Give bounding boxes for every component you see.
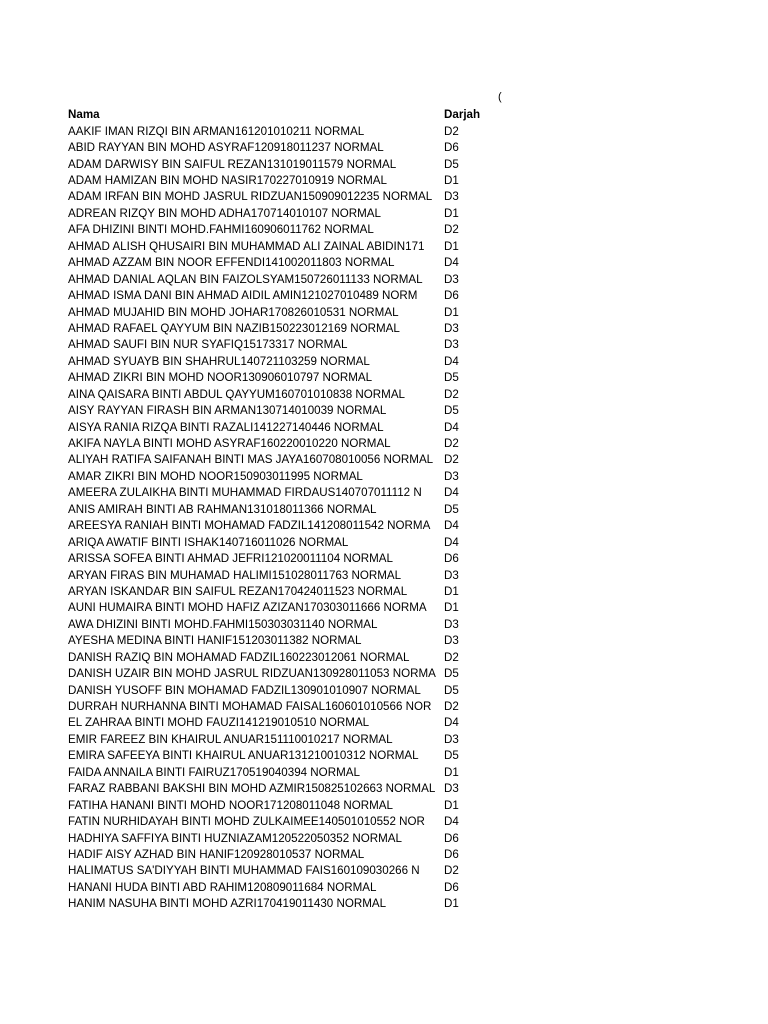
cell-grade: D1 bbox=[444, 584, 459, 598]
table-header bbox=[68, 106, 498, 123]
cell-name: AFA DHIZINI BINTI MOHD.FAHMI160906011762 NORMAL bbox=[68, 223, 374, 237]
cell-name: DURRAH NURHANNA BINTI MOHAMAD FAISAL160601010566 NOR bbox=[68, 700, 432, 714]
cell-name: AKIFA NAYLA BINTI MOHD ASYRAF160220010220 NORMAL bbox=[68, 437, 391, 451]
table-row bbox=[68, 863, 498, 879]
cell-grade: D5 bbox=[444, 749, 459, 763]
cell-grade: D3 bbox=[444, 782, 459, 796]
cell-name: AHMAD MUJAHID BIN MOHD JOHAR170826010531 NORMAL bbox=[68, 305, 399, 319]
cell-grade: D5 bbox=[444, 371, 459, 385]
student-table bbox=[68, 106, 498, 912]
cell-grade: D4 bbox=[444, 519, 459, 533]
table-row bbox=[68, 748, 498, 764]
cell-grade: D4 bbox=[444, 354, 459, 368]
cell-grade: D2 bbox=[444, 387, 459, 401]
cell-grade: D2 bbox=[444, 124, 459, 138]
table-row bbox=[68, 583, 498, 599]
table-row bbox=[68, 518, 498, 534]
cell-name: AINA QAISARA BINTI ABDUL QAYYUM160701010838 NORMAL bbox=[68, 387, 406, 401]
cell-grade: D6 bbox=[444, 831, 459, 845]
table-row bbox=[68, 353, 498, 369]
table-row bbox=[68, 320, 498, 336]
cell-name: ARIQA AWATIF BINTI ISHAK140716011026 NORMAL bbox=[68, 535, 349, 549]
cell-name: FATIN NURHIDAYAH BINTI MOHD ZULKAIMEE140501010552 NOR bbox=[68, 815, 425, 829]
cell-name: AISYA RANIA RIZQA BINTI RAZALI141227140446 NORMAL bbox=[68, 420, 384, 434]
cell-name: FAIDA ANNAILA BINTI FAIRUZ170519040394 NORMAL bbox=[68, 765, 360, 779]
cell-name: AHMAD RAFAEL QAYYUM BIN NAZIB150223012169 NORMAL bbox=[68, 321, 400, 335]
cell-grade: D1 bbox=[444, 765, 459, 779]
cell-grade: D3 bbox=[444, 732, 459, 746]
cell-grade: D4 bbox=[444, 716, 459, 730]
cell-name: ADREAN RIZQY BIN MOHD ADHA170714010107 NORMAL bbox=[68, 206, 381, 220]
cell-grade: D1 bbox=[444, 601, 459, 615]
table-row bbox=[68, 764, 498, 780]
cell-name: AHMAD SAUFI BIN NUR SYAFIQ15173317 NORMAL bbox=[68, 338, 348, 352]
table-row bbox=[68, 797, 498, 813]
table-row bbox=[68, 189, 498, 205]
cell-name: HANIM NASUHA BINTI MOHD AZRI170419011430 NORMAL bbox=[68, 897, 387, 911]
cell-name: ADAM HAMIZAN BIN MOHD NASIR170227010919 NORMAL bbox=[68, 174, 387, 188]
cell-name: EL ZAHRAA BINTI MOHD FAUZI141219010510 NORMAL bbox=[68, 716, 370, 730]
table-row bbox=[68, 649, 498, 665]
cell-name: AAKIF IMAN RIZQI BIN ARMAN161201010211 NORMAL bbox=[68, 124, 365, 138]
cell-grade: D4 bbox=[444, 815, 459, 829]
cell-grade: D3 bbox=[444, 190, 459, 204]
table-row bbox=[68, 715, 498, 731]
cell-name: AYESHA MEDINA BINTI HANIF151203011382 NORMAL bbox=[68, 634, 362, 648]
table-row bbox=[68, 304, 498, 320]
cell-name: DANISH UZAIR BIN MOHD JASRUL RIDZUAN130928011053 NORMA bbox=[68, 667, 436, 681]
table-row bbox=[68, 205, 498, 221]
cell-grade: D1 bbox=[444, 206, 459, 220]
corner-mark: ( bbox=[498, 91, 502, 103]
table-row bbox=[68, 337, 498, 353]
cell-name: HANANI HUDA BINTI ABD RAHIM120809011684 NORMAL bbox=[68, 880, 377, 894]
table-row bbox=[68, 271, 498, 287]
table-row bbox=[68, 830, 498, 846]
cell-name: FARAZ RABBANI BAKSHI BIN MOHD AZMIR150825102663 NORMAL bbox=[68, 782, 436, 796]
table-row bbox=[68, 616, 498, 632]
table-row bbox=[68, 896, 498, 912]
cell-name: DANISH RAZIQ BIN MOHAMAD FADZIL160223012061 NORMAL bbox=[68, 650, 410, 664]
cell-name: EMIR FAREEZ BIN KHAIRUL ANUAR151110010217 NORMAL bbox=[68, 732, 393, 746]
table-row bbox=[68, 813, 498, 829]
table-row bbox=[68, 123, 498, 139]
table-row bbox=[68, 682, 498, 698]
cell-name: FATIHA HANANI BINTI MOHD NOOR171208011048 NORMAL bbox=[68, 798, 393, 812]
cell-name: AMAR ZIKRI BIN MOHD NOOR150903011995 NORMAL bbox=[68, 469, 363, 483]
table-row bbox=[68, 386, 498, 402]
cell-name: AREESYA RANIAH BINTI MOHAMAD FADZIL141208011542 NORMA bbox=[68, 519, 431, 533]
cell-name: HALIMATUS SA'DIYYAH BINTI MUHAMMAD FAIS160109030266 N bbox=[68, 864, 420, 878]
cell-grade: D2 bbox=[444, 437, 459, 451]
cell-name: ABID RAYYAN BIN MOHD ASYRAF120918011237 NORMAL bbox=[68, 141, 384, 155]
table-row bbox=[68, 879, 498, 895]
cell-name: AHMAD DANIAL AQLAN BIN FAIZOLSYAM150726011133 NORMAL bbox=[68, 272, 423, 286]
table-row bbox=[68, 172, 498, 188]
table-row bbox=[68, 567, 498, 583]
cell-name: ARYAN FIRAS BIN MUHAMAD HALIMI151028011763 NORMAL bbox=[68, 568, 402, 582]
column-header-grade: Darjah bbox=[444, 108, 481, 121]
table-row bbox=[68, 255, 498, 271]
table-row bbox=[68, 370, 498, 386]
cell-name: AHMAD SYUAYB BIN SHAHRUL140721103259 NORMAL bbox=[68, 354, 370, 368]
table-row bbox=[68, 485, 498, 501]
cell-name: ARISSA SOFEA BINTI AHMAD JEFRI121020011104 NORMAL bbox=[68, 552, 393, 566]
cell-name: ALIYAH RATIFA SAIFANAH BINTI MAS JAYA160708010056 NORMAL bbox=[68, 453, 434, 467]
cell-grade: D2 bbox=[444, 864, 459, 878]
cell-name: AUNI HUMAIRA BINTI MOHD HAFIZ AZIZAN170303011666 NORMA bbox=[68, 601, 427, 615]
table-row bbox=[68, 452, 498, 468]
cell-name: AWA DHIZINI BINTI MOHD.FAHMI150303031140 NORMAL bbox=[68, 617, 378, 631]
cell-grade: D6 bbox=[444, 552, 459, 566]
table-row bbox=[68, 665, 498, 681]
table-row bbox=[68, 468, 498, 484]
table-row bbox=[68, 156, 498, 172]
table-row bbox=[68, 501, 498, 517]
cell-grade: D4 bbox=[444, 535, 459, 549]
cell-grade: D2 bbox=[444, 650, 459, 664]
table-body bbox=[68, 123, 498, 912]
table-row bbox=[68, 419, 498, 435]
cell-name: AHMAD ZIKRI BIN MOHD NOOR130906010797 NORMAL bbox=[68, 371, 373, 385]
table-row bbox=[68, 222, 498, 238]
table-row bbox=[68, 402, 498, 418]
table-row bbox=[68, 534, 498, 550]
cell-grade: D3 bbox=[444, 469, 459, 483]
cell-grade: D1 bbox=[444, 174, 459, 188]
cell-name: AHMAD ALISH QHUSAIRI BIN MUHAMMAD ALI ZAINAL ABIDIN171 bbox=[68, 239, 425, 253]
cell-name: AMEERA ZULAIKHA BINTI MUHAMMAD FIRDAUS140707011112 N bbox=[68, 486, 422, 500]
cell-grade: D3 bbox=[444, 272, 459, 286]
table-row bbox=[68, 287, 498, 303]
cell-grade: D3 bbox=[444, 634, 459, 648]
cell-grade: D2 bbox=[444, 223, 459, 237]
cell-grade: D3 bbox=[444, 321, 459, 335]
cell-name: AISY RAYYAN FIRASH BIN ARMAN130714010039 NORMAL bbox=[68, 404, 387, 418]
cell-grade: D5 bbox=[444, 683, 459, 697]
table-row bbox=[68, 238, 498, 254]
cell-grade: D6 bbox=[444, 847, 459, 861]
cell-grade: D4 bbox=[444, 256, 459, 270]
cell-grade: D2 bbox=[444, 700, 459, 714]
cell-grade: D1 bbox=[444, 798, 459, 812]
cell-name: HADHIYA SAFFIYA BINTI HUZNIAZAM120522050352 NORMAL bbox=[68, 831, 402, 845]
table-row bbox=[68, 550, 498, 566]
cell-name: ADAM IRFAN BIN MOHD JASRUL RIDZUAN150909012235 NORMAL bbox=[68, 190, 433, 204]
cell-name: ARYAN ISKANDAR BIN SAIFUL REZAN170424011523 NORMAL bbox=[68, 584, 408, 598]
table-row bbox=[68, 698, 498, 714]
cell-grade: D2 bbox=[444, 453, 459, 467]
cell-name: AHMAD ISMA DANI BIN AHMAD AIDIL AMIN121027010489 NORM bbox=[68, 289, 418, 303]
cell-grade: D5 bbox=[444, 157, 459, 171]
cell-grade: D6 bbox=[444, 289, 459, 303]
cell-grade: D6 bbox=[444, 141, 459, 155]
table-row bbox=[68, 846, 498, 862]
cell-grade: D6 bbox=[444, 880, 459, 894]
table-row bbox=[68, 633, 498, 649]
cell-grade: D5 bbox=[444, 502, 459, 516]
cell-grade: D5 bbox=[444, 404, 459, 418]
cell-grade: D1 bbox=[444, 897, 459, 911]
cell-name: HADIF AISY AZHAD BIN HANIF120928010537 NORMAL bbox=[68, 847, 365, 861]
table-row bbox=[68, 781, 498, 797]
cell-grade: D5 bbox=[444, 667, 459, 681]
cell-name: DANISH YUSOFF BIN MOHAMAD FADZIL130901010907 NORMAL bbox=[68, 683, 421, 697]
cell-name: EMIRA SAFEEYA BINTI KHAIRUL ANUAR131210010312 NORMAL bbox=[68, 749, 419, 763]
cell-grade: D4 bbox=[444, 486, 459, 500]
cell-grade: D3 bbox=[444, 338, 459, 352]
cell-grade: D3 bbox=[444, 568, 459, 582]
cell-grade: D3 bbox=[444, 617, 459, 631]
cell-grade: D1 bbox=[444, 305, 459, 319]
table-row bbox=[68, 731, 498, 747]
table-row bbox=[68, 600, 498, 616]
table-row bbox=[68, 139, 498, 155]
cell-grade: D4 bbox=[444, 420, 459, 434]
cell-name: AHMAD AZZAM BIN NOOR EFFENDI141002011803 NORMAL bbox=[68, 256, 395, 270]
cell-grade: D1 bbox=[444, 239, 459, 253]
column-header-name: Nama bbox=[68, 108, 100, 121]
cell-name: ADAM DARWISY BIN SAIFUL REZAN131019011579 NORMAL bbox=[68, 157, 397, 171]
cell-name: ANIS AMIRAH BINTI AB RAHMAN131018011366 NORMAL bbox=[68, 502, 377, 516]
table-row bbox=[68, 435, 498, 451]
